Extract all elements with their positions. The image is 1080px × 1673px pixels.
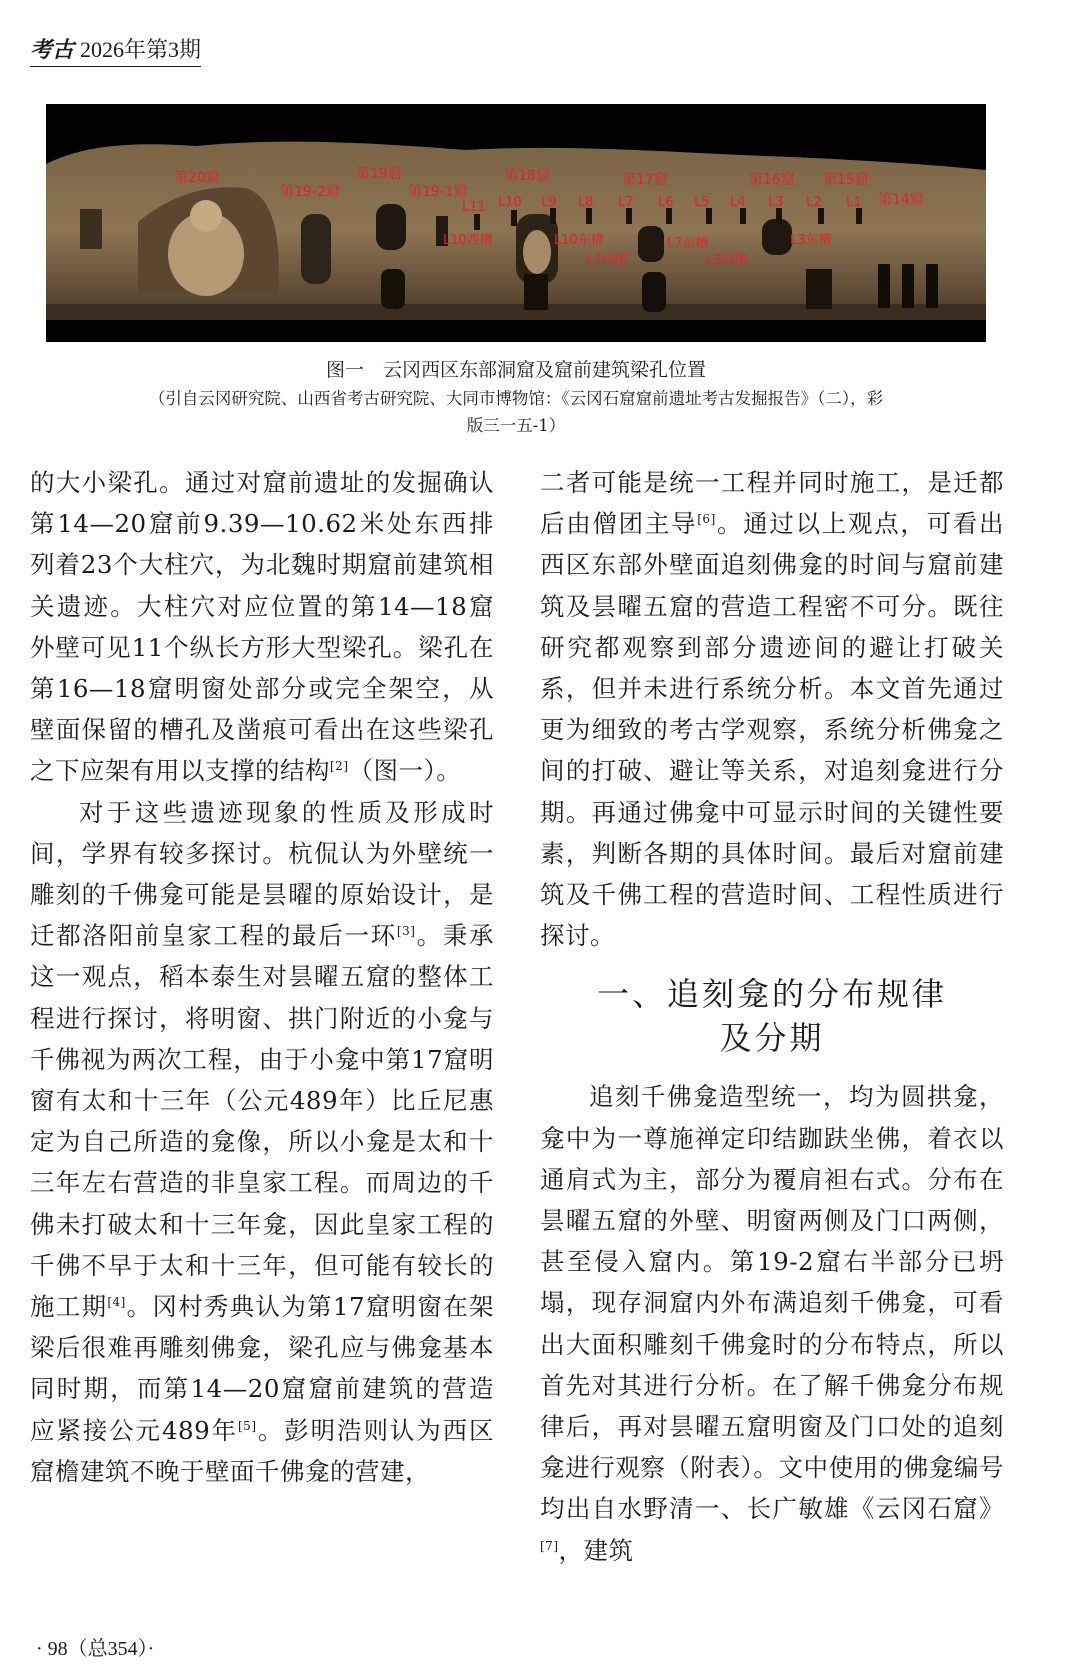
footnote-ref[interactable]: [5] [238, 1418, 257, 1433]
label-cave15: 第15窟 [823, 172, 869, 188]
label-cave14: 第14窟 [878, 192, 924, 208]
footnote-ref[interactable]: [7] [540, 1538, 559, 1553]
running-header [30, 28, 201, 67]
label-cave18: 第18窟 [504, 168, 550, 184]
figure-source-line1: （引自云冈研究院、山西省考古研究院、大同市博物馆：《云冈石窟窟前遗址考古发掘报告》（二），彩 [148, 389, 884, 408]
paragraph: 追刻千佛龛造型统一，均为圆拱龛，龛中为一尊施禅定印结跏趺坐佛，着衣以通肩式为主，部分为覆肩袒右式。分布在昙曜五窟的外壁、明窗两侧及门口两侧，甚至侵入窟内。第19-2窟右半部分已坍塌，现存洞窟内外布满追刻千佛龛，可看出大面积雕刻千佛龛时的分布特点，所以首先对其进行分析。在了解千佛龛分布规律后，再对昙曜五窟明窗及门口处的追刻龛进行观察（附表）。文中使用的佛龛编号均出自水野清一、长广敏雄《云冈石窟》[7]，建筑 [540, 1082, 1004, 1565]
label-cave17: 第17窟 [622, 172, 668, 188]
journal-name: 考古 [30, 37, 75, 63]
left-column [30, 462, 494, 1492]
label-l11: L11 [462, 200, 486, 215]
figure-source [46, 385, 986, 439]
paragraph: 对于这些遗迹现象的性质及形成时间，学界有较多探讨。杭侃认为外壁统一雕刻的千佛龛可能是昙曜的原始设计，是迁都洛阳前皇家工程的最后一环[3]。秉承这一观点，稻本泰生对昙曜五窟的整体工程进行探讨，将明窗、拱门附近的小龛与千佛视为两次工程，由于小龛中第17窟明窗有太和十三年（公元489年）比丘尼惠定为自己所造的龛像，所以小龛是太和十三年左右营造的非皇家工程。而周边的千佛未打破太和十三年龛，因此皇家工程的千佛不早于太和十三年，但可能有较长的施工期[4]。冈村秀典认为第17窟明窗在架梁后很难再雕刻佛龛，梁孔应与佛龛基本同时期，而第14—20窟窟前建筑的营造应紧接公元489年[5]。彭明浩则认为西区窟檐建筑不晚于壁面千佛龛的营建， [30, 797, 495, 1486]
label-l10: L10 [498, 195, 522, 210]
label-l10-east: L10东槽 [554, 233, 604, 248]
footnote-ref[interactable]: [4] [107, 1294, 126, 1309]
label-cave19: 第19窟 [356, 166, 402, 182]
footnote-ref[interactable]: [3] [396, 924, 416, 939]
page-number: · 98（总354）· [36, 1638, 155, 1660]
label-l6: L6 [658, 195, 674, 210]
label-l9: L9 [541, 195, 557, 210]
label-l2: L2 [806, 195, 822, 210]
paragraph: 二者可能是统一工程并同时施工，是迁都后由僧团主导[6]。通过以上观点，可看出西区东部外壁面追刻佛龛的时间与窟前建筑及昙曜五窟的营造工程密不可分。既往研究都观察到部分遗迹间的避让打破关系，但并未进行系统分析。本文首先通过更为细致的考古学观察，系统分析佛龛之间的打破、避让等关系，对追刻龛进行分期。再通过佛龛中可显示时间的关键性要素，判断各期的具体时间。最后对窟前建筑及千佛工程的营造时间、工程性质进行探讨。 [540, 468, 1005, 951]
label-l10-west: L10西槽 [443, 233, 493, 248]
label-l4: L4 [730, 195, 746, 210]
footnote-ref[interactable]: [2] [330, 759, 349, 774]
label-l3-east: L3东槽 [790, 233, 832, 248]
label-cave19-2: 第19-2窟 [280, 184, 340, 200]
label-l3-west: L3西槽 [706, 253, 748, 268]
cave-panorama-figure [46, 104, 986, 342]
figure-caption: 图一 云冈西区东部洞窟及窟前建筑梁孔位置 [325, 359, 706, 381]
label-l7-east: L7东槽 [667, 236, 709, 251]
cave-panorama-image [46, 104, 986, 342]
label-l8: L8 [578, 195, 594, 210]
label-cave16: 第16窟 [749, 172, 795, 188]
footnote-ref[interactable]: [6] [697, 512, 716, 527]
right-column [540, 462, 1004, 1571]
label-l7: L7 [618, 195, 634, 210]
label-cave20: 第20窟 [174, 170, 220, 186]
label-l7-west: L7西槽 [586, 253, 628, 268]
label-l5: L5 [694, 195, 710, 210]
label-l3: L3 [768, 195, 784, 210]
label-cave19-1: 第19-1窟 [408, 184, 468, 200]
section-heading: 一、追刻龛的分布规律 及分期 [596, 975, 947, 1058]
figure-source-line2: 版三一五-1） [466, 416, 566, 435]
paragraph: 的大小梁孔。通过对窟前遗址的发掘确认第14—20窟前9.39—10.62米处东西排列着23个大柱穴，为北魏时期窟前建筑相关遗迹。大柱穴对应位置的第14—18窟外壁可见11个纵长方形大型梁孔。梁孔在第16—18窟明窗处部分或完全架空，从壁面保留的槽孔及凿痕可看出在这些梁孔之下应架有用以支撑的结构[2]（图一）。 [30, 468, 494, 786]
label-l1: L1 [846, 195, 862, 210]
issue-number: 2026年第3期 [80, 37, 202, 62]
